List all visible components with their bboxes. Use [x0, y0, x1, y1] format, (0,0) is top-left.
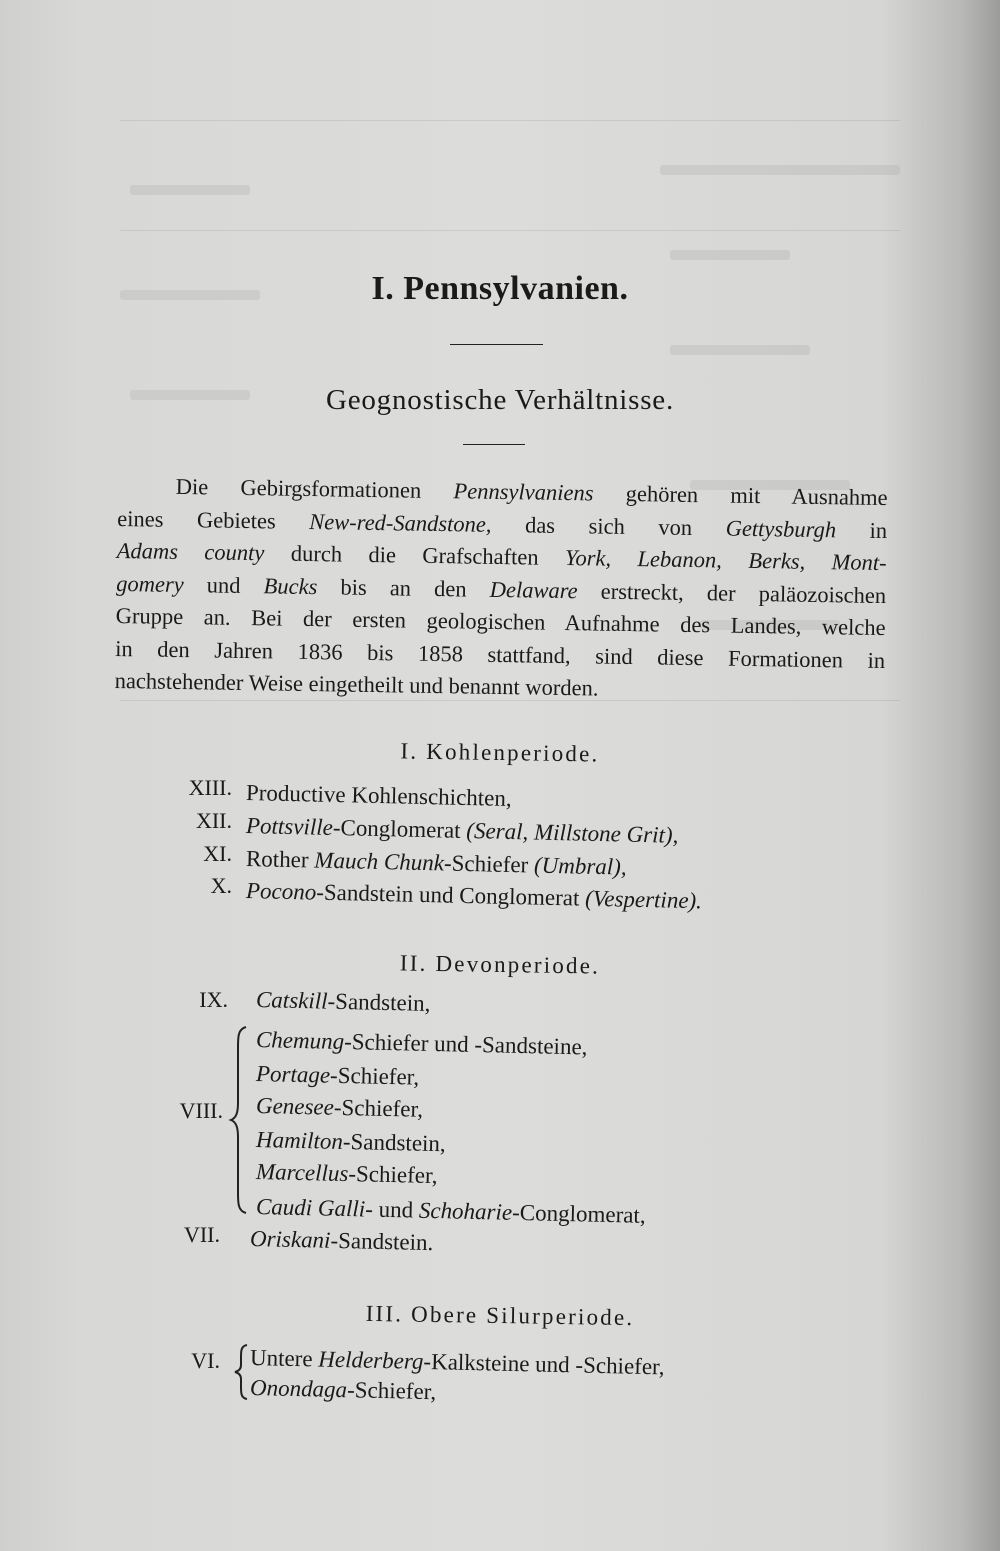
section-title: Geognostische Verhältnisse. — [325, 384, 675, 416]
brace-group-viii — [228, 1025, 250, 1220]
text-run: gehören mit Ausnahme — [593, 480, 888, 511]
text-run: nachstehender Weise eingetheilt und benannt worden. — [114, 667, 599, 701]
formation-entry — [256, 1194, 646, 1229]
italic-term: Pennsylvaniens — [453, 478, 594, 506]
italic-term: York, Lebanon, Berks, Mont- — [564, 545, 887, 576]
italic-term: Onondaga — [249, 1375, 348, 1403]
italic-term: Adams county — [116, 537, 265, 566]
formation-number: XII. — [195, 808, 232, 833]
formation-number: X. — [210, 873, 232, 898]
text-run: Productive Kohlenschichten, — [245, 780, 512, 812]
italic-term: (Vespertine). — [584, 885, 703, 914]
italic-term: gomery — [116, 570, 184, 597]
italic-term: Helderberg — [318, 1346, 424, 1374]
text-run: bis an den — [317, 573, 490, 602]
title-divider — [450, 344, 543, 345]
italic-term: New-red-Sandstone, — [309, 508, 492, 537]
italic-term: Marcellus — [255, 1159, 349, 1187]
text-run: -Schiefer, — [333, 1094, 424, 1122]
formation-entry — [256, 1027, 588, 1061]
italic-term: Mauch Chunk — [314, 847, 445, 876]
text-run: das sich von — [491, 511, 726, 541]
formation-number: VIII. — [179, 1098, 223, 1123]
italic-term: Hamilton — [255, 1127, 344, 1154]
subtitle-divider — [463, 444, 525, 445]
italic-term: Schoharie — [418, 1197, 513, 1225]
formation-number: VII. — [183, 1222, 220, 1247]
text-run: und — [183, 571, 264, 598]
text-run: Gruppe an. Bei der ersten geologischen Aufnahme des Landes, welche — [115, 602, 886, 641]
text-run: in den Jahren 1836 bis 1858 stattfand, sind diese Formationen in — [115, 635, 886, 673]
formation-number: XI. — [203, 841, 232, 866]
text-run: -Schiefer — [443, 850, 535, 878]
formation-entry — [246, 846, 627, 881]
italic-term: Caudi Galli — [255, 1194, 366, 1222]
text-run: -Conglomerat — [332, 814, 467, 843]
text-run: -Schiefer, — [348, 1161, 438, 1189]
italic-term: (Umbral), — [533, 852, 627, 880]
text-run: -Conglomerat, — [511, 1199, 646, 1228]
text-run: erstreckt, der paläozoischen — [577, 577, 887, 608]
section-heading-devonperiode: II. Devonperiode. — [399, 950, 601, 979]
italic-term: Delaware — [489, 576, 578, 603]
text-run: -Sandstein. — [330, 1227, 434, 1256]
brace-group-vi — [231, 1343, 251, 1406]
text-run: Die Gebirgsformationen — [175, 473, 454, 504]
text-run: -Schiefer, — [329, 1062, 420, 1090]
formation-entry — [256, 987, 431, 1017]
formation-entry — [256, 1061, 420, 1091]
formation-number: VI. — [191, 1348, 220, 1373]
formation-entry — [256, 1159, 438, 1189]
italic-term: Portage — [255, 1061, 331, 1088]
text-run: Untere — [249, 1345, 319, 1372]
formation-entry — [250, 1226, 434, 1256]
text-run: in — [835, 516, 888, 543]
text-run: -Kalksteine und -Schiefer, — [423, 1348, 665, 1380]
text-run: eines Gebietes — [117, 505, 310, 534]
italic-term: Catskill — [255, 987, 328, 1014]
text-run: - und — [364, 1196, 420, 1223]
formation-number: IX. — [199, 987, 228, 1012]
italic-term: Pottsville — [245, 813, 334, 840]
section-heading-kohlenperiode: I. Kohlenperiode. — [400, 738, 600, 767]
formation-entry — [250, 1375, 437, 1405]
section-heading-silurperiode: III. Obere Silurperiode. — [365, 1300, 635, 1331]
italic-term: (Seral, Millstone Grit), — [466, 818, 679, 848]
italic-term: Bucks — [263, 572, 318, 599]
formation-entry — [256, 1093, 424, 1123]
formation-entry — [246, 878, 703, 914]
text-run: -Schiefer, — [346, 1377, 437, 1405]
formation-entry — [250, 1345, 665, 1380]
italic-term: Oriskani — [249, 1226, 331, 1253]
italic-term: Gettysburgh — [725, 515, 837, 542]
text-run: -Schiefer und -Sandsteine, — [343, 1029, 588, 1060]
text-run: Rother — [245, 846, 315, 873]
formation-number: XIII. — [188, 775, 232, 800]
italic-term: Pocono — [245, 878, 317, 905]
formation-entry — [256, 1127, 446, 1157]
italic-term: Chemung — [255, 1027, 345, 1054]
text-run: -Sandstein und Conglomerat — [315, 879, 586, 911]
text-run: -Sandstein, — [327, 988, 431, 1016]
chapter-title: I. Pennsylvanien. — [371, 270, 629, 307]
formation-entry — [246, 813, 679, 849]
text-run: durch die Grafschaften — [264, 540, 566, 571]
intro-paragraph — [114, 470, 887, 710]
text-run: -Sandstein, — [342, 1128, 446, 1157]
italic-term: Genesee — [255, 1093, 335, 1120]
formation-entry — [246, 780, 512, 812]
